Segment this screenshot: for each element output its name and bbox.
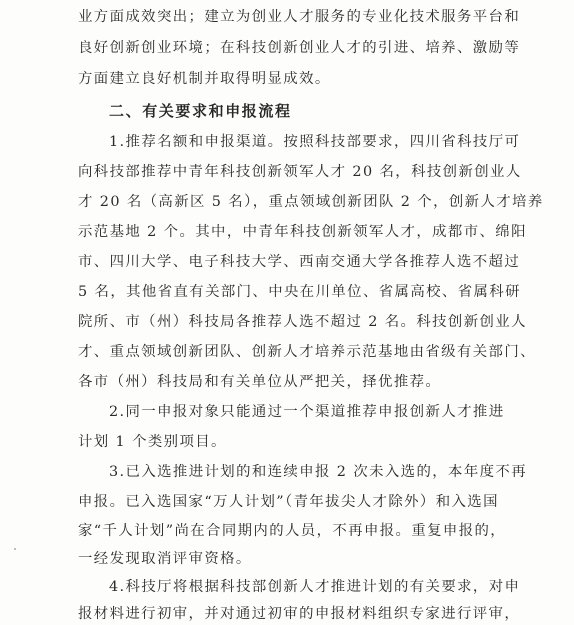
paragraph-line: 3.已入选推进计划的和连续申报 2 次未入选的，本年度不再 — [109, 464, 528, 480]
paragraph-line: 各市（州）科技局和有关单位从严把关，择优推荐。 — [78, 374, 442, 390]
scan-speck — [14, 548, 16, 550]
paragraph-line: 才 20 名（高新区 5 名），重点领域创新团队 2 个，创新人才培养 — [78, 194, 544, 210]
text-line: 良好创新创业环境；在科技创新创业人才的引进、培养、激励等 — [78, 40, 521, 56]
paragraph-line: 示范基地 2 个。其中，中青年科技创新领军人才，成都市、绵阳 — [78, 224, 527, 240]
section-heading: 二、有关要求和申报流程 — [109, 102, 292, 120]
paragraph-line: 4.科技厅将根据科技部创新人才推进计划的有关要求，对申 — [109, 579, 521, 595]
paragraph-line: 申报。已入选国家“万人计划”（青年拔尖人才除外）和入选国 — [78, 494, 499, 510]
paragraph-line: 才、重点领域创新团队、创新人才培养示范基地由省级有关部门、 — [78, 344, 536, 360]
paragraph-line: 计划 1 个类别项目。 — [78, 434, 227, 450]
paragraph-line: 5 名，其他省直有关部门、中央在川单位、省属高校、省属科研 — [78, 284, 521, 300]
text-line: 业方面成效突出；建立为创业人才服务的专业化技术服务平台和 — [78, 9, 521, 25]
paragraph-line: 1.推荐名额和申报渠道。按照科技部要求，四川省科技厅可 — [109, 134, 521, 150]
paragraph-line: 家“千人计划”尚在合同期内的人员，不再申报。重复申报的， — [78, 523, 507, 539]
text-line: 方面建立良好机制并取得明显成效。 — [78, 71, 331, 87]
paragraph-line: 一经发现取消评审资格。 — [78, 551, 252, 567]
paragraph-line: 院所、市（州）科技局各推荐人选不超过 2 名。科技创新创业人 — [78, 314, 527, 330]
paragraph-line: 市、四川大学、电子科技大学、西南交通大学各推荐人选不超过 — [78, 254, 521, 270]
paragraph-line: 向科技部推荐中青年科技创新领军人才 20 名，科技创新创业人 — [78, 164, 522, 180]
paragraph-line: 报材料进行初审，并对通过初审的申报材料组织专家进行评审， — [78, 606, 521, 622]
paragraph-line: 2.同一申报对象只能通过一个渠道推荐申报创新人才推进 — [109, 404, 505, 420]
